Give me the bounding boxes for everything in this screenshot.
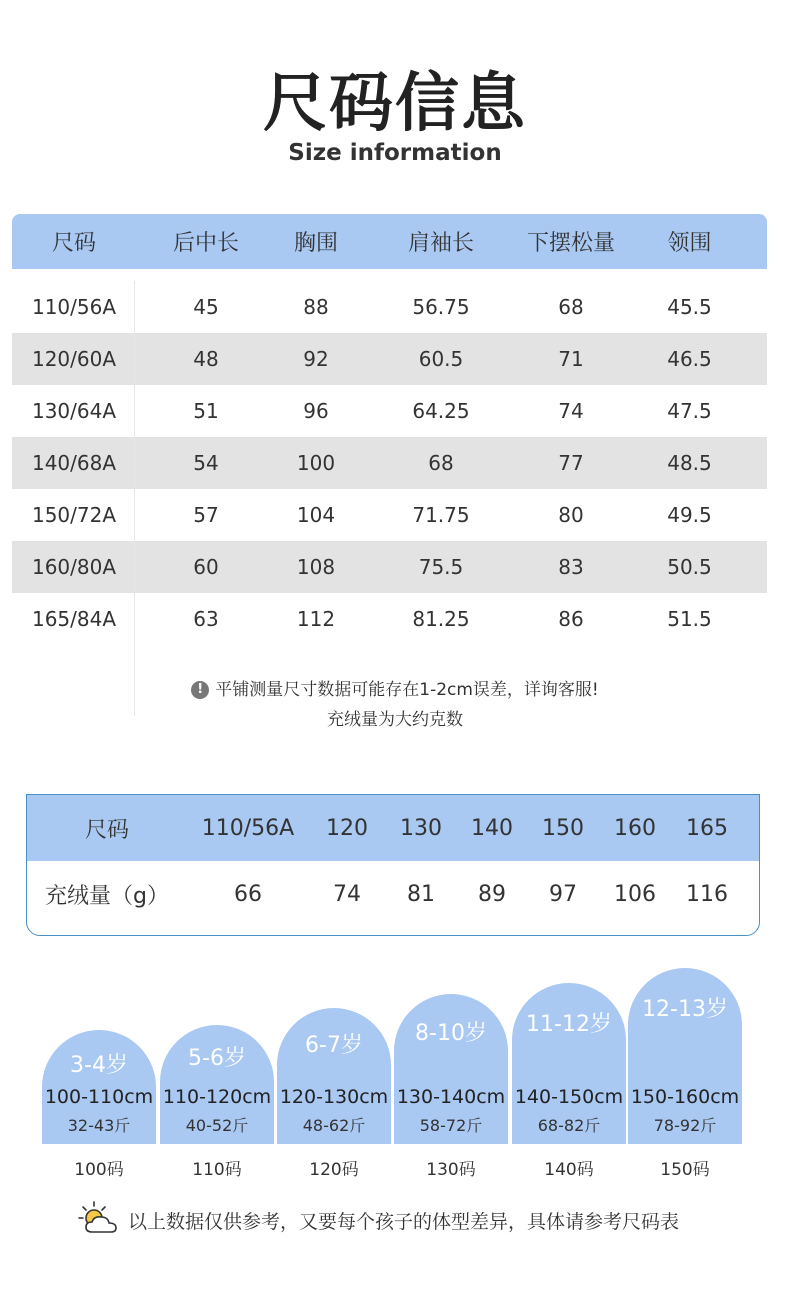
row-sleeve-length: 68	[428, 451, 454, 475]
header-cell-size: 尺码	[51, 231, 96, 256]
page-subtitle: Size information	[288, 140, 502, 166]
header-cell-chest: 胸围	[293, 231, 338, 256]
size-table-header	[12, 214, 767, 269]
row-collar: 50.5	[667, 555, 712, 579]
row-sleeve-length: 60.5	[418, 347, 464, 371]
row-hem-ease: 74	[558, 399, 584, 423]
row-back-length: 60	[193, 555, 219, 579]
row-chest: 88	[303, 295, 329, 319]
row-hem-ease: 68	[558, 295, 584, 319]
fill-header-cell: 150	[542, 815, 584, 841]
row-sleeve-length: 71.75	[412, 503, 470, 527]
fill-note: 充绒量为大约克数	[327, 710, 463, 730]
row-hem-ease: 77	[558, 451, 584, 475]
height-range: 110-120cm	[162, 1086, 272, 1108]
fill-header-cell: 110/56A	[201, 815, 295, 841]
size-code: 130码	[426, 1160, 476, 1180]
row-hem-ease: 80	[558, 503, 584, 527]
footer-note	[78, 1200, 679, 1240]
header-cell-sleeve-length: 肩袖长	[407, 231, 474, 256]
row-chest: 92	[303, 347, 329, 371]
fill-row-cell: 97	[549, 881, 577, 907]
size-code: 120码	[309, 1160, 359, 1180]
age-card	[277, 1008, 391, 1144]
size-code: 140码	[544, 1160, 594, 1180]
row-back-length: 51	[193, 399, 219, 423]
table-row	[12, 593, 767, 645]
fill-row-cell: 74	[333, 881, 361, 907]
row-collar: 51.5	[667, 607, 712, 631]
warning-icon: !	[191, 681, 209, 699]
weight-range: 40-52斤	[185, 1116, 249, 1135]
fill-table	[26, 794, 760, 936]
age-label: 8-10岁	[415, 1021, 487, 1046]
fill-row-label: 充绒量（g）	[45, 883, 169, 909]
fill-header-cell: 130	[400, 815, 442, 841]
table-row	[12, 281, 767, 333]
fill-table-header	[27, 795, 759, 861]
row-size: 110/56A	[31, 295, 117, 319]
row-hem-ease: 86	[558, 607, 584, 631]
row-chest: 96	[303, 399, 329, 423]
age-label: 12-13岁	[642, 997, 728, 1022]
table-row	[12, 489, 767, 541]
age-card	[394, 994, 508, 1144]
header-cell-hem-ease: 下摆松量	[526, 231, 615, 256]
row-size: 150/72A	[31, 503, 117, 527]
row-back-length: 63	[193, 607, 219, 631]
fill-header-cell: 140	[471, 815, 513, 841]
age-label: 11-12岁	[526, 1012, 612, 1037]
fill-row-cell: 66	[234, 881, 262, 907]
header-cell-back-length: 后中长	[172, 231, 239, 256]
size-code: 110码	[192, 1160, 242, 1180]
fill-header-cell: 160	[614, 815, 656, 841]
size-code: 100码	[74, 1160, 124, 1180]
row-back-length: 57	[193, 503, 219, 527]
row-size: 140/68A	[31, 451, 117, 475]
weight-range: 48-62斤	[302, 1116, 366, 1135]
row-chest: 104	[296, 503, 336, 527]
height-range: 130-140cm	[396, 1086, 506, 1108]
height-range: 140-150cm	[514, 1086, 624, 1108]
measurement-note	[0, 675, 790, 700]
table-row	[12, 541, 767, 593]
sun-cloud-icon	[78, 1200, 120, 1240]
fill-header-cell: 120	[326, 815, 368, 841]
row-collar: 49.5	[667, 503, 712, 527]
table-row	[12, 437, 767, 489]
row-back-length: 48	[193, 347, 219, 371]
age-label: 6-7岁	[305, 1033, 363, 1058]
row-sleeve-length: 75.5	[418, 555, 464, 579]
row-chest: 100	[296, 451, 336, 475]
weight-range: 58-72斤	[419, 1116, 483, 1135]
fill-header-size: 尺码	[84, 817, 129, 843]
footer-text: 以上数据仅供参考，又要每个孩子的体型差异，具体请参考尺码表	[128, 1210, 680, 1233]
row-collar: 46.5	[667, 347, 712, 371]
row-sleeve-length: 56.75	[412, 295, 470, 319]
age-card	[160, 1025, 274, 1144]
weight-range: 78-92斤	[653, 1116, 717, 1135]
row-size: 165/84A	[31, 607, 117, 631]
age-label: 5-6岁	[188, 1046, 246, 1071]
row-chest: 108	[296, 555, 336, 579]
fill-row-cell: 89	[478, 881, 506, 907]
age-card	[628, 968, 742, 1144]
row-chest: 112	[296, 607, 336, 631]
fill-table-row	[27, 861, 759, 927]
row-sleeve-length: 81.25	[412, 607, 470, 631]
row-back-length: 54	[193, 451, 219, 475]
row-collar: 45.5	[667, 295, 712, 319]
size-table	[12, 214, 767, 645]
size-code: 150码	[660, 1160, 710, 1180]
fill-row-cell: 106	[614, 881, 656, 907]
age-card	[512, 983, 626, 1144]
row-sleeve-length: 64.25	[412, 399, 470, 423]
row-size: 130/64A	[31, 399, 117, 423]
weight-range: 32-43斤	[67, 1116, 131, 1135]
row-hem-ease: 83	[558, 555, 584, 579]
fill-row-cell: 116	[686, 881, 728, 907]
age-card	[42, 1030, 156, 1144]
row-collar: 48.5	[667, 451, 712, 475]
row-hem-ease: 71	[558, 347, 584, 371]
fill-row-cell: 81	[407, 881, 435, 907]
table-row	[12, 385, 767, 437]
measurement-note-text: 平铺测量尺寸数据可能存在1-2cm误差，详询客服!	[215, 680, 599, 700]
row-collar: 47.5	[667, 399, 712, 423]
height-range: 100-110cm	[44, 1086, 154, 1108]
table-row	[12, 333, 767, 385]
fill-header-cell: 165	[686, 815, 728, 841]
row-size: 120/60A	[31, 347, 117, 371]
header-cell-collar: 领围	[667, 231, 712, 256]
weight-range: 68-82斤	[537, 1116, 601, 1135]
page-title: 尺码信息	[263, 67, 527, 141]
row-back-length: 45	[193, 295, 219, 319]
age-label: 3-4岁	[70, 1053, 128, 1078]
row-size: 160/80A	[31, 555, 117, 579]
height-range: 120-130cm	[279, 1086, 389, 1108]
height-range: 150-160cm	[630, 1086, 740, 1108]
